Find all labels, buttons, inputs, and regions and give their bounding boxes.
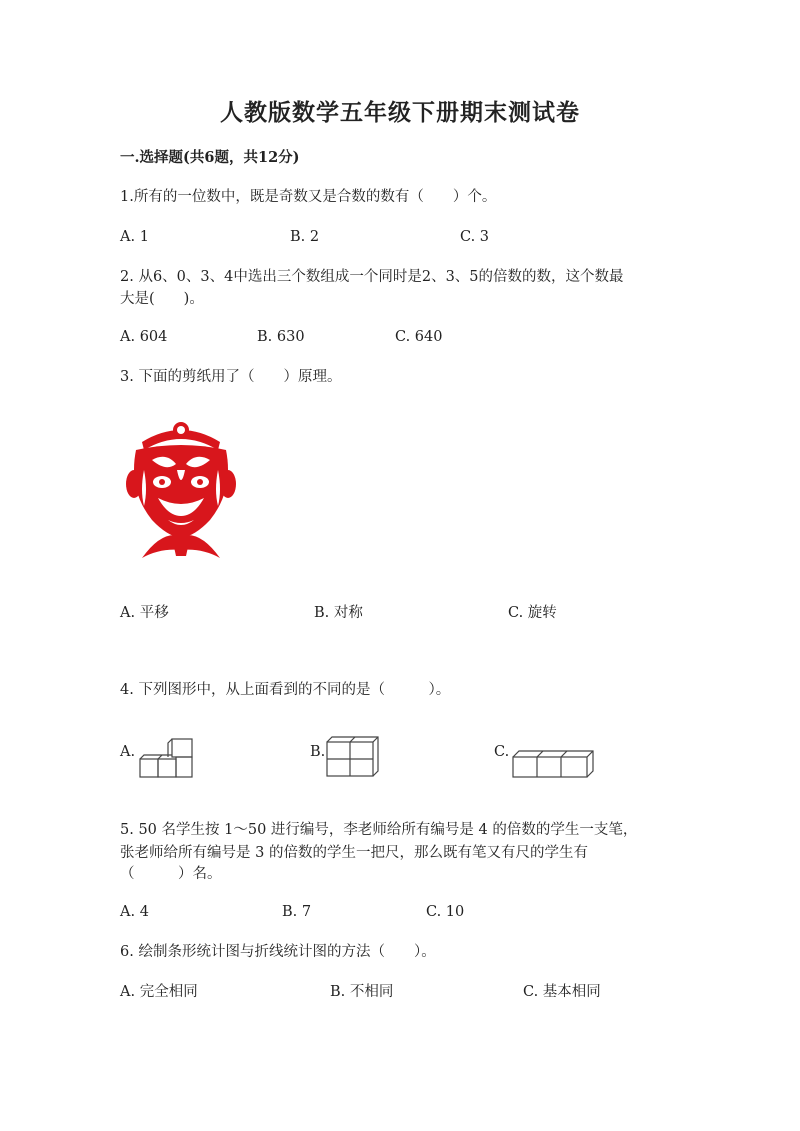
question-5-text-line2: 张老师给所有编号是 3 的倍数的学生一把尺，那么既有笔又有尺的学生有	[120, 845, 588, 861]
question-2-text-line1: 2. 从6、0、3、4中选出三个数组成一个同时是2、3、5的倍数的数，这个数最	[120, 269, 624, 285]
q4-option-b[interactable]: B.	[310, 744, 326, 760]
q6-option-a[interactable]: A. 完全相同	[120, 984, 198, 1000]
q1-option-c[interactable]: C. 3	[460, 229, 490, 245]
q3-option-b[interactable]: B. 对称	[314, 605, 363, 621]
question-4-text: 4. 下列图形中，从上面看到的不同的是（ ）。	[120, 682, 451, 698]
q4-option-a[interactable]: A.	[120, 744, 136, 760]
q2-option-a[interactable]: A. 604	[120, 329, 168, 345]
q2-option-b[interactable]: B. 630	[257, 329, 305, 345]
question-2-text-line2: 大是( )。	[120, 291, 204, 307]
q5-option-a[interactable]: A. 4	[120, 904, 149, 920]
q4-figure-c-cubes	[510, 748, 596, 780]
question-5-text-line3: （ ）名。	[120, 866, 222, 882]
section-heading: 一.选择题(共6题，共12分)	[120, 149, 300, 166]
q5-option-b[interactable]: B. 7	[282, 904, 312, 920]
q6-option-c[interactable]: C. 基本相同	[523, 984, 601, 1000]
q3-option-c[interactable]: C. 旋转	[508, 605, 557, 621]
q4-figure-a-cubes	[136, 735, 196, 780]
question-3-text: 3. 下面的剪纸用了（ ）原理。	[120, 369, 342, 385]
red-paper-cut-face-image	[122, 420, 240, 560]
q1-option-b[interactable]: B. 2	[290, 229, 320, 245]
question-6-text: 6. 绘制条形统计图与折线统计图的方法（ ）。	[120, 944, 436, 960]
q4-figure-b-cubes	[324, 734, 380, 779]
q5-option-c[interactable]: C. 10	[426, 904, 465, 920]
q2-option-c[interactable]: C. 640	[395, 329, 443, 345]
page-title: 人教版数学五年级下册期末测试卷	[220, 99, 580, 126]
q1-option-a[interactable]: A. 1	[120, 229, 149, 245]
q4-option-c[interactable]: C.	[494, 744, 510, 760]
q3-option-a[interactable]: A. 平移	[120, 605, 169, 621]
q6-option-b[interactable]: B. 不相同	[330, 984, 394, 1000]
question-5-text-line1: 5. 50 名学生按 1～50 进行编号，李老师给所有编号是 4 的倍数的学生一支笔，	[120, 822, 638, 838]
question-1-text: 1.所有的一位数中，既是奇数又是合数的数有（ ）个。	[120, 189, 497, 205]
